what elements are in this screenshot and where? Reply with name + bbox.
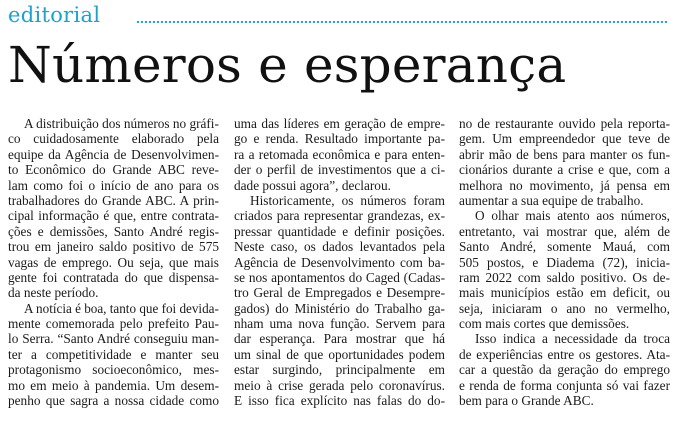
text-line: trabalhadores do Grande ABC. A prin- — [8, 192, 219, 208]
text-line: mais municípios estão em deficit, ou — [459, 285, 670, 301]
text-line: abrir mão de bens para manter os fun- — [459, 146, 670, 162]
text-line: da neste período. — [8, 285, 99, 301]
text-line: der o perfil de investimentos que a ci- — [234, 162, 445, 178]
text-line: gados) do Ministério do Trabalho ga- — [234, 300, 445, 316]
text-line: gem. Um empreendedor que teve de — [459, 131, 670, 147]
text-line: trou em janeiro saldo positivo de 575 — [8, 239, 219, 255]
text-line: uma das líderes em geração de empre- — [234, 116, 445, 131]
text-line: no de restaurante ouvido pela reporta- — [459, 116, 670, 131]
text-line: estar surgindo, principalmente em — [234, 362, 445, 378]
text-line: lo Serra. “Santo André conseguiu man- — [8, 331, 219, 347]
text-line: ra a retomada econômica e para enten- — [234, 146, 445, 162]
text-line: car a questão da geração do emprego — [459, 362, 670, 378]
text-line: ções e demissões, Santo André regis- — [8, 223, 219, 239]
text-line: se nos apontamentos do Caged (Cadas- — [234, 269, 445, 285]
text-line: A notícia é boa, tanto que foi devida- — [24, 300, 219, 316]
text-line: Historicamente, os números foram — [250, 192, 445, 208]
text-line: pressar quantidade e definir posições. — [234, 223, 445, 239]
text-line: nham uma nova função. Servem para — [234, 316, 445, 332]
text-line: O olhar mais atento aos números, — [475, 208, 670, 224]
column-3 — [459, 116, 670, 408]
text-line: gente foi contratada do que dispensa- — [8, 269, 219, 285]
text-line: E isso fica explícito nas falas do do- — [234, 393, 445, 409]
text-line: go e renda. Resultado importante pa- — [234, 131, 445, 147]
text-line: Neste caso, os dados levantados pela — [234, 239, 445, 255]
text-line: Agência de Desenvolvimento com ba- — [234, 254, 445, 270]
column-2 — [234, 116, 445, 408]
text-line: seja, iniciaram o ano no vermelho, — [459, 300, 670, 316]
text-line: de experiências entre os gestores. Ata- — [459, 346, 670, 362]
column-1 — [8, 116, 219, 408]
text-line: criados para representar grandezas, ex- — [234, 208, 445, 224]
article-body — [0, 116, 675, 427]
column-2-text — [234, 116, 445, 408]
text-line: tro Geral de Empregados e Desempre- — [234, 285, 445, 301]
text-line: ter a competitividade e manter seu — [8, 346, 219, 362]
text-line: melhora no movimento, já pensa em — [459, 177, 670, 193]
text-line: bem para o Grande ABC. — [459, 393, 594, 409]
headline: Números e esperança — [8, 36, 567, 94]
text-line: co cuidadosamente elaborado pela — [8, 131, 219, 147]
text-line: A distribuição dos números no gráfi- — [24, 116, 219, 131]
text-line: ram 2022 com saldo positivo. Os de- — [459, 269, 670, 285]
text-line: dar esperança. Para mostrar que há — [234, 331, 445, 347]
text-line: mente comemorada pelo prefeito Pau- — [8, 316, 219, 332]
text-line: meio à crise gerada pelo coronavírus. — [234, 377, 445, 393]
text-line: to Econômico do Grande ABC reve- — [8, 162, 219, 178]
text-line: lam como foi o início de ano para os — [8, 177, 219, 193]
text-line: vagas de emprego. Ou seja, que mais — [8, 254, 219, 270]
text-line: 505 postos, e Diadema (72), inicia- — [459, 254, 670, 270]
text-line: cionários durante a crise e que, com a — [459, 162, 670, 178]
text-line: e renda de forma conjunta só vai fazer — [459, 377, 670, 393]
text-line: mo em meio à pandemia. Um desem- — [8, 377, 219, 393]
text-line: Santo André, somente Mauá, com — [459, 239, 670, 255]
text-line: um sinal de que oportunidades podem — [234, 346, 445, 362]
text-line: dade possui agora”, declarou. — [234, 177, 391, 193]
text-line: Isso indica a necessidade da troca — [475, 331, 670, 347]
text-line: entretanto, vai mostrar que, além de — [459, 223, 670, 239]
column-3-text — [459, 116, 670, 408]
text-line: equipe da Agência de Desenvolvimen- — [8, 146, 219, 162]
text-line: cipal informação é que, entre contrata- — [8, 208, 219, 224]
column-1-text — [8, 116, 219, 408]
text-line: penho que sagra a nossa cidade como — [8, 393, 219, 409]
text-line: aumentar a sua equipe de trabalho. — [459, 192, 644, 208]
section-label: editorial — [8, 3, 101, 27]
section-dotted-rule — [136, 20, 667, 24]
text-line: com mais cortes que demissões. — [459, 316, 630, 332]
text-line: protagonismo socioeconômico, mes- — [8, 362, 219, 378]
